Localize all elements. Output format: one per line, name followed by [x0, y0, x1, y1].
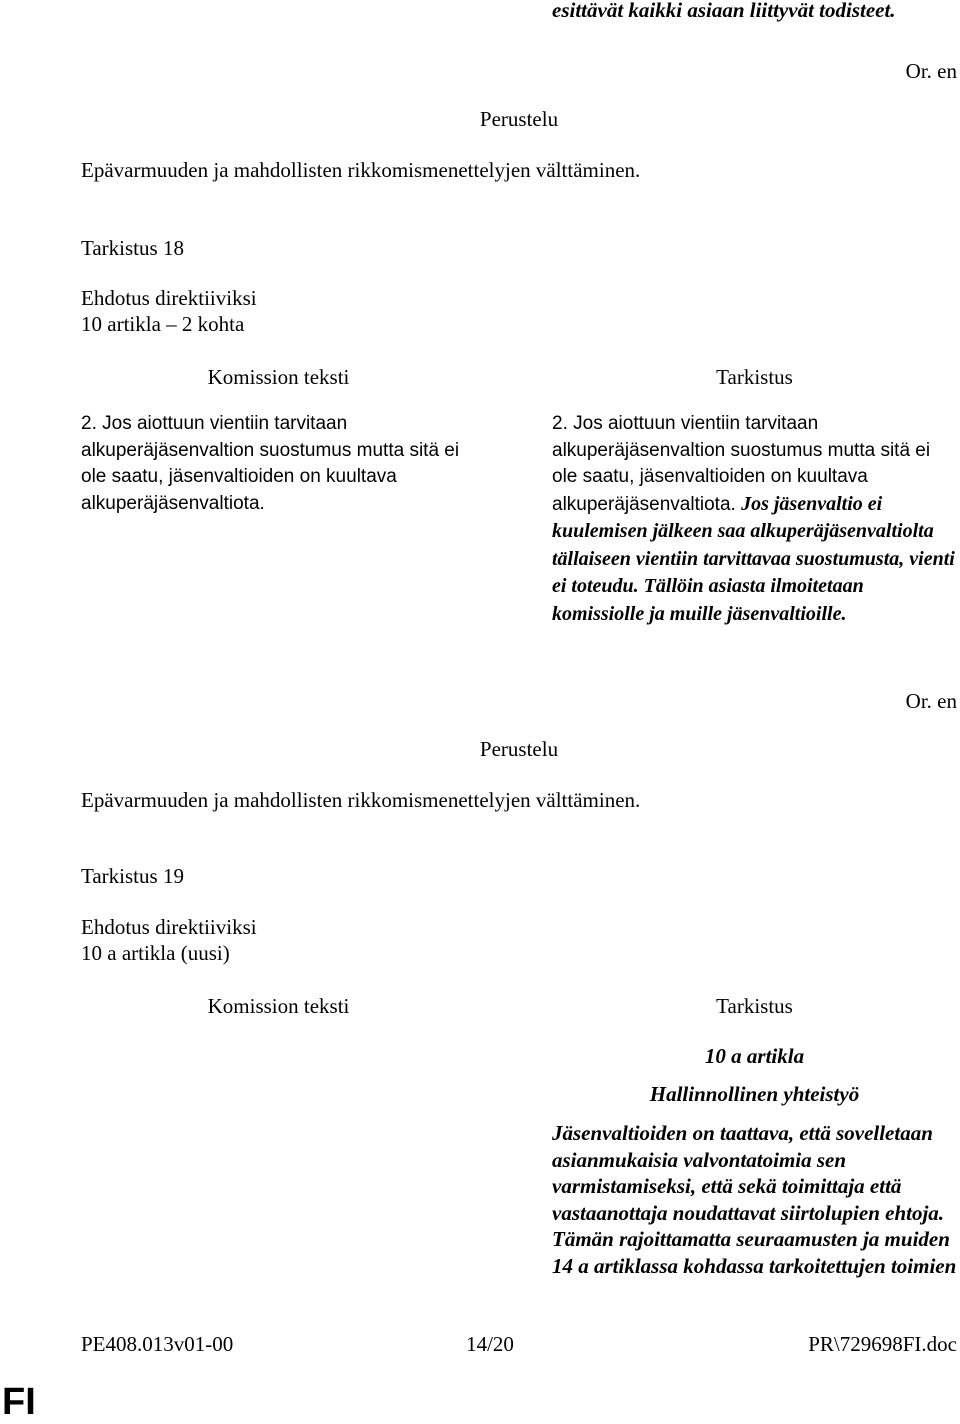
language-code: FI [2, 1381, 36, 1423]
continued-text-fragment: esittävät kaikki asiaan liittyvät todisteet. [552, 0, 896, 22]
amendment-title: Tarkistus 19 [81, 864, 184, 888]
amendment-column-heading: Tarkistus [716, 365, 793, 389]
article-reference: 10 a artikla (uusi) [81, 941, 230, 965]
commission-text-heading: Komission teksti [207, 994, 350, 1018]
proposal-label: Ehdotus direktiiviksi [81, 286, 257, 310]
amendment-column-heading: Tarkistus [716, 994, 793, 1018]
justification-heading: Perustelu [479, 737, 559, 761]
document-reference: PE408.013v01-00 [81, 1332, 234, 1356]
article-reference: 10 artikla – 2 kohta [81, 312, 245, 336]
new-article-title: Hallinnollinen yhteistyö [649, 1082, 860, 1106]
justification-heading: Perustelu [479, 107, 559, 131]
original-language-label: Or. en [905, 59, 957, 83]
original-language-label: Or. en [905, 689, 957, 713]
proposal-label: Ehdotus direktiiviksi [81, 915, 257, 939]
amendment-text-unchanged: 2. Jos aiottuun vientiin tarvitaan alkuperäjäsenvaltion suostumus mutta sitä ei ole saatu, jäsenvaltioiden on kuultava alkuperäjäsenvaltiota. [552, 413, 931, 515]
amendment-text-added: Jos jäsenvaltio ei kuulemisen jälkeen saa alkuperäjäsenvaltiolta tällaiseen vientiin tarvittavaa suostumusta, vienti ei toteudu. Tällöin asiasta ilmoitetaan komissiolle ja muille jäsenvaltioille. [552, 492, 955, 625]
amendment-text-body [552, 411, 957, 628]
amendment-title: Tarkistus 18 [81, 236, 184, 260]
new-article-number: 10 a artikla [704, 1044, 805, 1068]
justification-text: Epävarmuuden ja mahdollisten rikkomismenettelyjen välttäminen. [81, 788, 641, 812]
file-reference: PR\729698FI.doc [808, 1332, 957, 1356]
page-number: 14/20 [466, 1332, 514, 1356]
commission-text-body: 2. Jos aiottuun vientiin tarvitaan alkuperäjäsenvaltion suostumus mutta sitä ei ole saatu, jäsenvaltioiden on kuultava alkuperäjäsenvaltiota. [81, 413, 460, 514]
commission-text-heading: Komission teksti [207, 365, 350, 389]
justification-text: Epävarmuuden ja mahdollisten rikkomismenettelyjen välttäminen. [81, 158, 641, 182]
new-article-text: Jäsenvaltioiden on taattava, että sovelletaan asianmukaisia valvontatoimia sen varmistamiseksi, että sekä toimittaja että vastaanottaja noudattavat siirtolupien ehtoja. Tämän rajoittamatta seuraamusten ja muiden 14 a artiklassa kohdassa tarkoitettujen toimien [552, 1121, 957, 1278]
